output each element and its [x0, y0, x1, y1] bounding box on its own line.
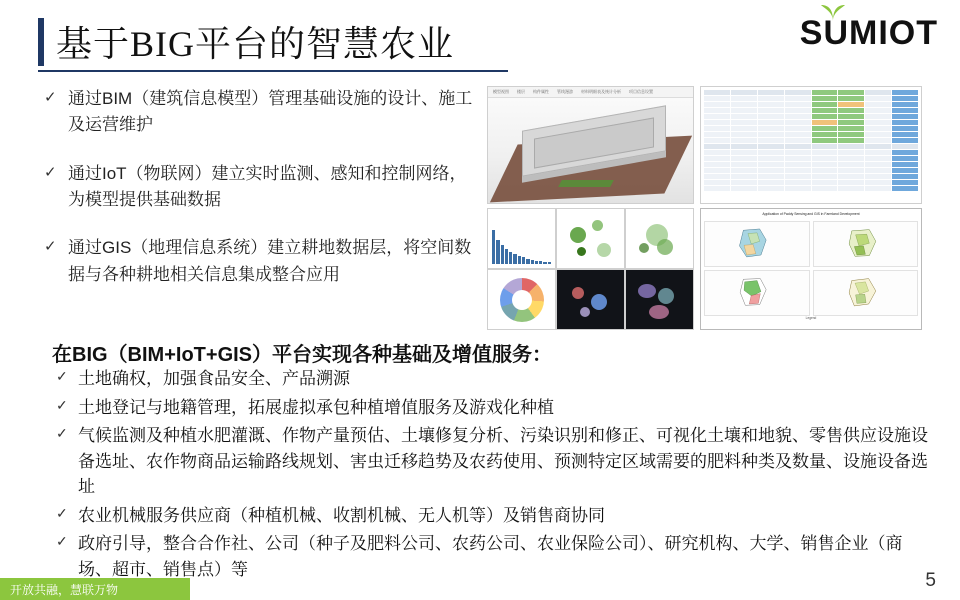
- mini-scatter-cluster: [626, 209, 693, 268]
- map-panel-soil: [704, 221, 810, 267]
- list-item-text: 土地登记与地籍管理，拓展虚拟承包种植增值服务及游戏化种植: [78, 397, 554, 417]
- table-row: [704, 162, 918, 167]
- table-row: [704, 120, 918, 125]
- check-icon: ✓: [56, 504, 68, 521]
- table-row: [704, 186, 918, 191]
- table-row: [704, 180, 918, 185]
- dashboard-table: [701, 87, 921, 194]
- table-row: [704, 126, 918, 131]
- map-shape-icon: [828, 276, 896, 309]
- table-row: [704, 102, 918, 107]
- list-item: [44, 161, 474, 214]
- list-item: [56, 503, 936, 529]
- list-item: [56, 423, 936, 500]
- list-item-text: 通过IoT（物联网）建立实时监测、感知和控制网络，为模型提供基础数据: [68, 163, 467, 210]
- figure-caption: Application of Paddy Sensing and GIS in Farmland Development: [762, 212, 860, 216]
- section-heading: 在BIG（BIM+IoT+GIS）平台实现各种基础及增值服务：: [52, 344, 553, 366]
- footer-tagline-banner: [0, 578, 190, 600]
- list-item: [44, 235, 474, 288]
- check-icon: ✓: [44, 163, 57, 181]
- check-icon: ✓: [56, 533, 68, 549]
- bim-toolbar-item: 楼层: [517, 89, 525, 94]
- lower-bullet-list: [56, 366, 936, 585]
- bim-toolbar-item: 管线漫游: [557, 89, 573, 94]
- list-item-text: 农业机械服务供应商（种植机械、收割机械、无人机等）及销售商协同: [78, 505, 605, 525]
- bim-toolbar-item: 构件属性: [533, 89, 549, 94]
- bar-series: [492, 230, 551, 264]
- iot-data-dashboard-screenshot: [700, 86, 922, 204]
- list-item-text: 土地确权，加强食品安全、产品溯源: [78, 369, 350, 388]
- footer-tagline: 开放共融，慧联万物: [10, 582, 119, 597]
- table-row: [704, 108, 918, 113]
- mini-bar-chart: [488, 209, 555, 268]
- map-panel-genetic: [813, 270, 919, 316]
- logo: [800, 16, 938, 50]
- upper-bullet-list: [44, 86, 474, 310]
- check-icon: ✓: [56, 425, 68, 441]
- table-row: [704, 90, 918, 95]
- bim-toolbar-item: 项目信息设置: [629, 89, 653, 94]
- map-panel-slope: [813, 221, 919, 267]
- list-item: [56, 531, 936, 582]
- list-item: [56, 395, 936, 421]
- map-shape-icon: [828, 227, 896, 260]
- figure-legend-label: Legend: [805, 316, 817, 320]
- check-icon: ✓: [56, 396, 68, 413]
- title-underline: [38, 70, 508, 72]
- mini-radial-chart: [488, 270, 555, 329]
- map-shape-icon: [719, 227, 787, 260]
- map-shape-icon: [719, 276, 787, 309]
- bim-toolbar-item: 模型视图: [493, 89, 509, 94]
- list-item-text: 通过BIM（建筑信息模型）管理基础设施的设计、施工及运营维护: [68, 89, 473, 135]
- page-number: 5: [925, 570, 936, 591]
- table-row: [704, 96, 918, 101]
- table-row: [704, 138, 918, 143]
- page-title: 基于BIG平台的智慧农业: [56, 24, 454, 64]
- mini-dark-cluster-map: [626, 270, 693, 329]
- list-item: [56, 366, 936, 392]
- radial-series: [500, 278, 544, 322]
- logo-text: SUMIOT: [799, 14, 938, 52]
- map-panel-current: [704, 270, 810, 316]
- bim-toolbar: [488, 87, 693, 98]
- bim-3d-model-screenshot: [487, 86, 694, 204]
- mini-network-graph: [557, 209, 624, 268]
- mini-dark-network-graph: [557, 270, 624, 329]
- table-row: [704, 174, 918, 179]
- leaf-icon: [820, 4, 846, 22]
- data-visualization-charts-collage: [487, 208, 694, 330]
- list-item-text: 政府引导，整合合作社、公司（种子及肥料公司、农药公司、农业保险公司）、研究机构、大学、销售企业（商场、超市、销售点）等: [78, 534, 903, 579]
- table-row: [704, 114, 918, 119]
- check-icon: ✓: [56, 368, 68, 384]
- table-row: [704, 150, 918, 155]
- table-row: [704, 144, 918, 149]
- bim-toolbar-item: 材料明细表及统计分析: [581, 89, 621, 94]
- list-item-text: 气候监测及种植水肥灌溉、作物产量预估、土壤修复分析、污染识别和修正、可视化土壤和地貌、零售供应设施设备选址、农作物商品运输路线规划、害虫迁移趋势及农药使用、预测特定区域需要的肥料种类及数量、设施设备选址: [78, 426, 928, 496]
- table-row: [704, 168, 918, 173]
- list-item-text: 通过GIS（地理信息系统）建立耕地数据层，将空间数据与各种耕地相关信息集成整合应用: [68, 238, 472, 284]
- table-row: [704, 132, 918, 137]
- check-icon: ✓: [44, 89, 57, 106]
- bim-canvas: [488, 98, 693, 204]
- title-accent-bar: [38, 18, 44, 66]
- table-row: [704, 156, 918, 161]
- bim-green-strip: [558, 180, 614, 187]
- list-item: [44, 86, 474, 139]
- check-icon: ✓: [44, 238, 57, 256]
- gis-remote-sensing-map-figure: [700, 208, 922, 330]
- map-panel-grid: [704, 221, 918, 316]
